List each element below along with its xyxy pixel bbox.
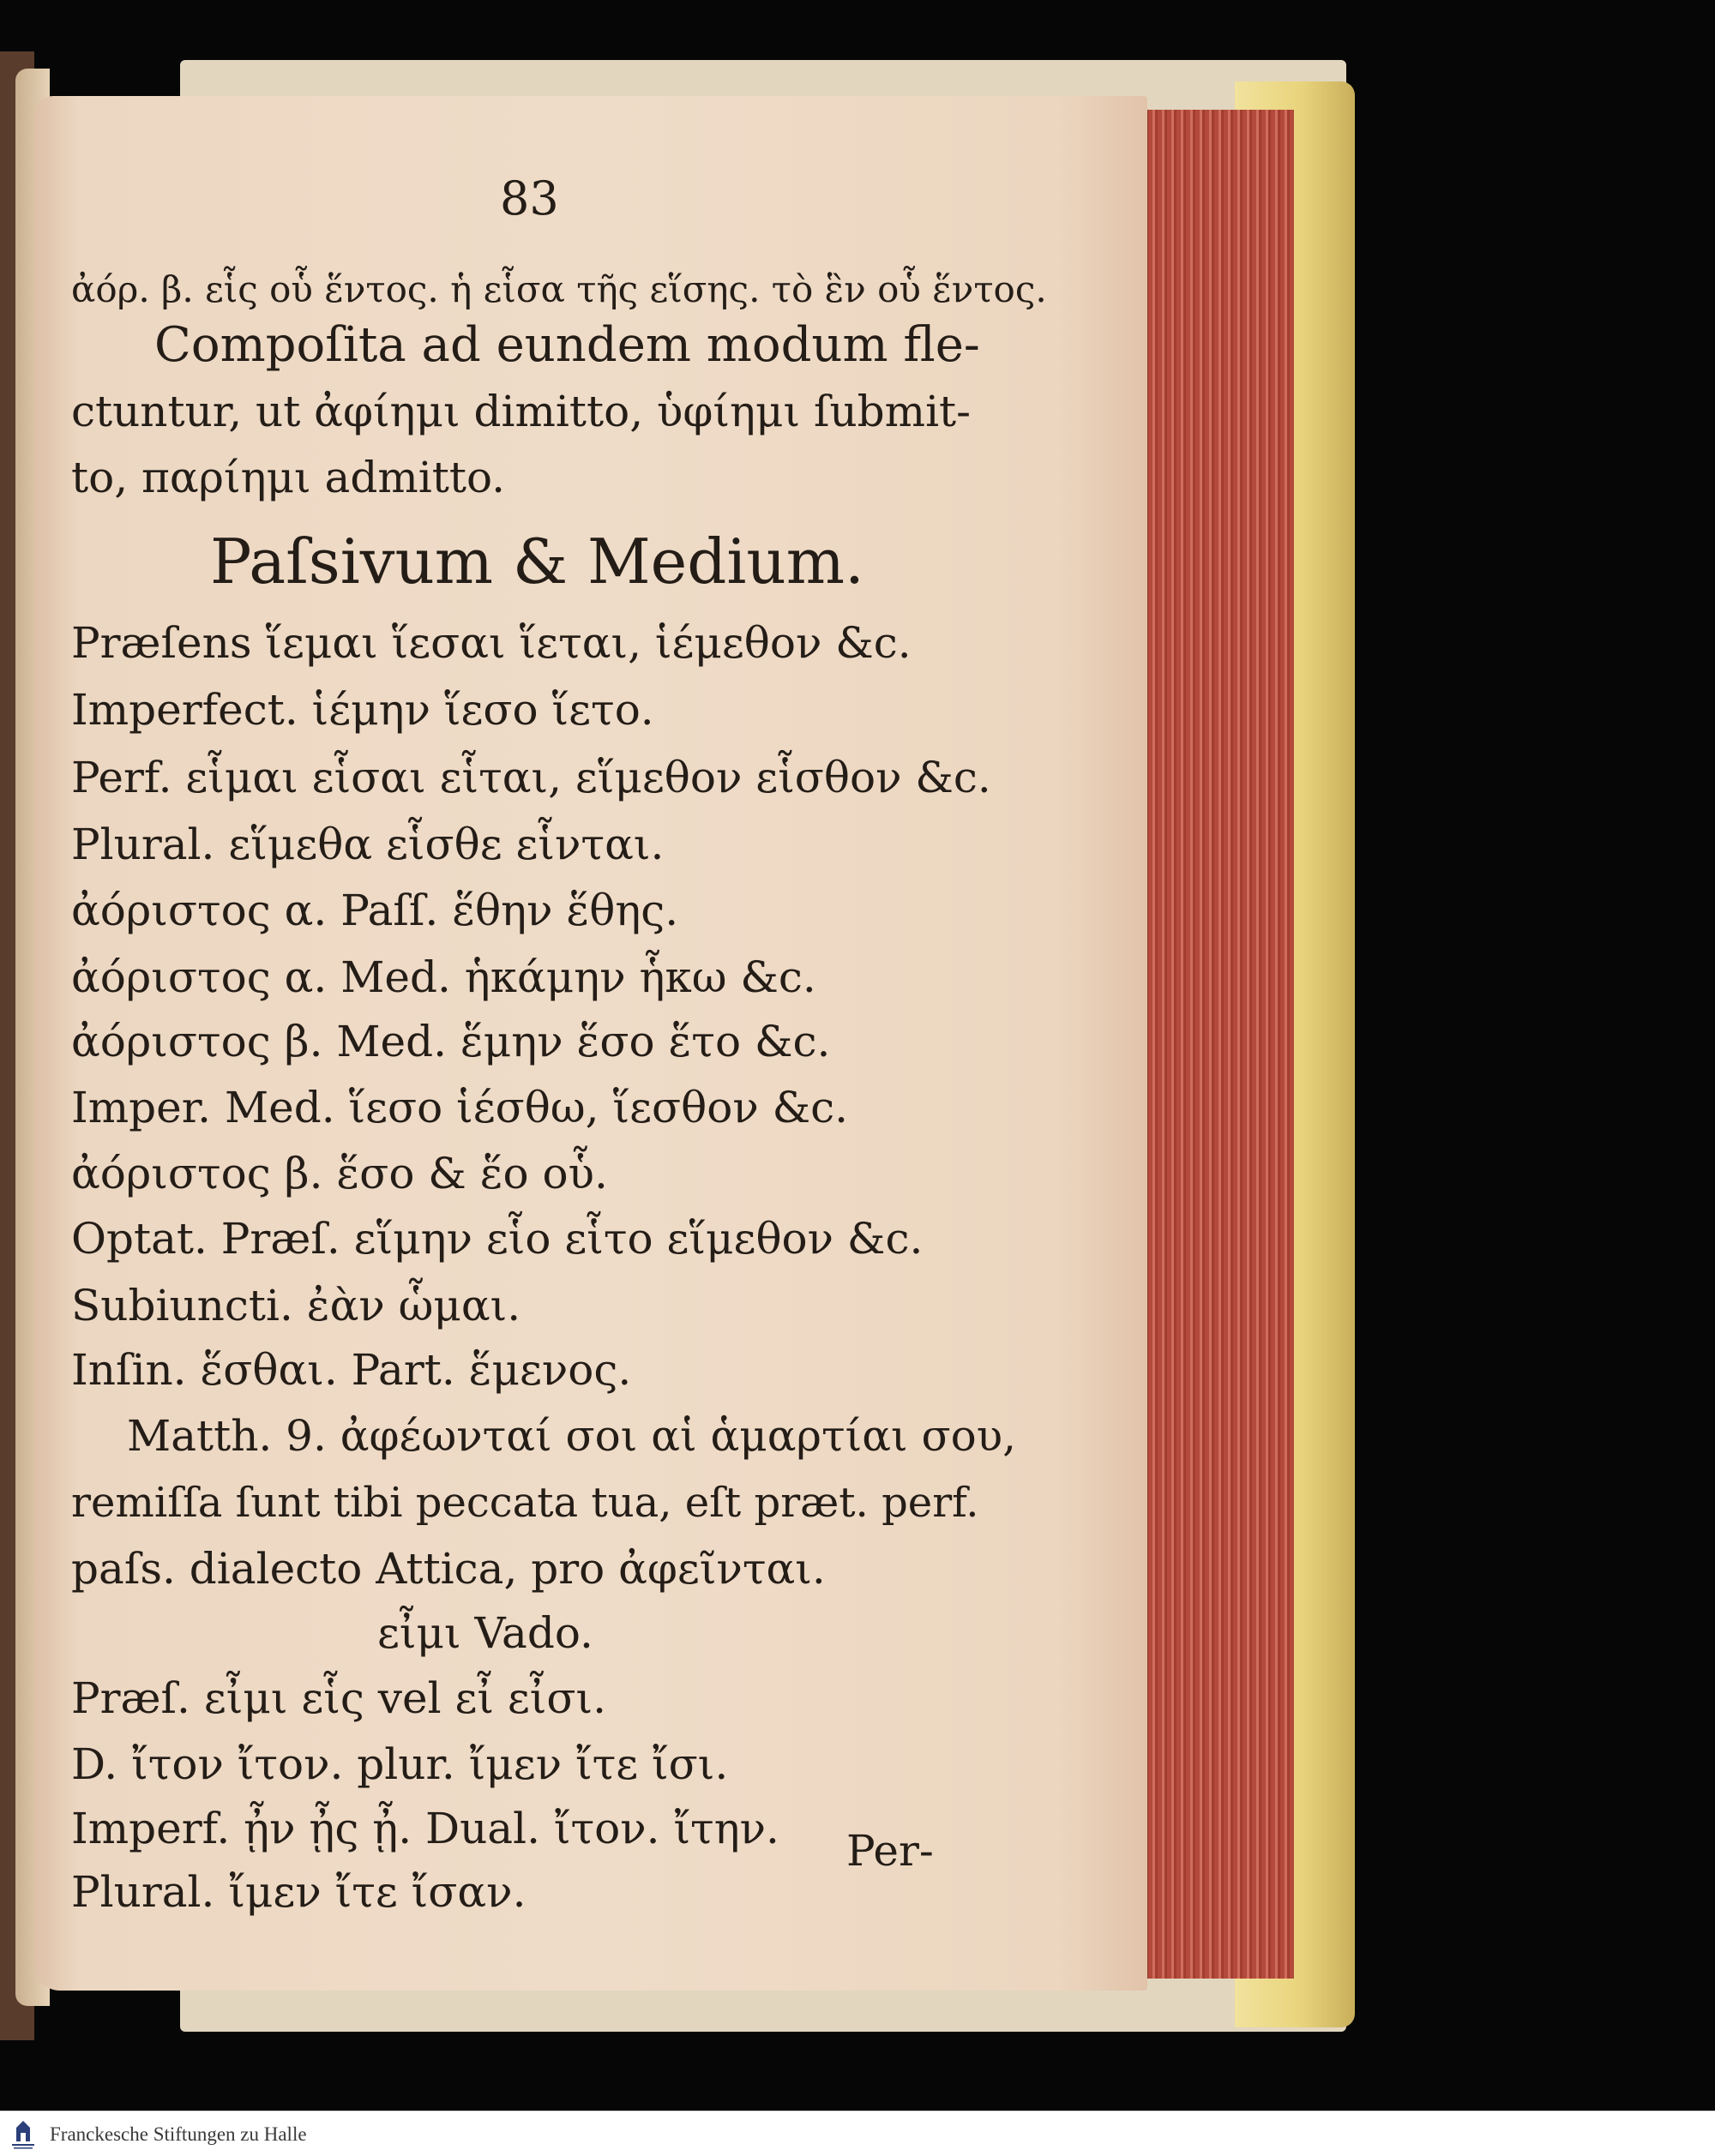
- text-line: Subiuncti. ἐὰν ὧμαι.: [71, 1281, 521, 1330]
- text-line: Optat. Præſ. εἵμην εἷο εἷτο εἵμεθον &c.: [71, 1214, 924, 1264]
- red-page-edges: [1146, 110, 1294, 1979]
- text-line: Præſens ἵεμαι ἵεσαι ἵεται, ἱέμεθον &c.: [71, 618, 912, 668]
- footer-bar: [0, 2111, 1715, 2156]
- text-line: Præſ. εἶμι εἷς vel εἶ εἶσι.: [71, 1673, 606, 1723]
- text-line: ἀόριστος β. Med. ἕμην ἕσο ἕτο &c.: [71, 1017, 831, 1066]
- text-line: εἶμι Vado.: [377, 1608, 593, 1658]
- text-line: Plural. εἵμεθα εἷσθε εἷνται.: [71, 820, 665, 869]
- page-text: [34, 0, 1147, 1972]
- text-line: paſs. dialecto Attica, pro ἀφεῖνται.: [71, 1544, 826, 1594]
- text-line: remiſſa ſunt tibi peccata tua, eſt præt. perf.: [71, 1479, 979, 1527]
- text-line: Plural. ἴμεν ἴτε ἴσαν.: [71, 1867, 527, 1917]
- text-line: Imperf. ᾖν ᾖς ᾖ. Dual. ἴτον. ἴτην.: [71, 1804, 779, 1853]
- section-heading: Paſsivum & Medium.: [210, 525, 864, 598]
- text-line: to, παρίημι admitto.: [71, 453, 506, 502]
- text-line: Imperfect. ἱέμην ἵεσο ἵετο.: [71, 685, 654, 735]
- text-line: Compoſita ad eundem modum fle-: [154, 317, 980, 373]
- text-line: ctuntur, ut ἀφίημι dimitto, ὑφίημι ſubmit-: [71, 387, 972, 436]
- page-number: 83: [500, 171, 559, 225]
- text-line: ἀόριστος α. Med. ἡκάμην ἧκω &c.: [71, 952, 816, 1002]
- text-line: ἀόριστος α. Paſſ. ἕθην ἕθης.: [71, 886, 679, 935]
- text-line: D. ἴτον ἴτον. plur. ἴμεν ἴτε ἴσι.: [71, 1739, 729, 1789]
- institution-logo-icon: [5, 2116, 41, 2152]
- text-line: Inſin. ἕσθαι. Part. ἕμενος.: [71, 1345, 632, 1395]
- text-line: Perf. εἷμαι εἷσαι εἷται, εἵμεθον εἷσθον &c.: [71, 753, 991, 802]
- text-line: Matth. 9. ἀφέωνταί σοι αἱ ἁμαρτίαι σου,: [127, 1411, 1017, 1461]
- text-line: Imper. Med. ἵεσο ἱέσθω, ἵεσθον &c.: [71, 1083, 849, 1132]
- footer-text: Franckesche Stiftungen zu Halle: [50, 2123, 307, 2145]
- catchword: Per-: [846, 1826, 934, 1876]
- text-line: ἀόρ. β. εἷς οὗ ἕντος. ἡ εἷσα τῆς εἵσης. τὸ ἓν οὗ ἕντος.: [71, 268, 1047, 310]
- text-line: ἀόριστος β. ἕσο & ἕο οὗ.: [71, 1149, 608, 1198]
